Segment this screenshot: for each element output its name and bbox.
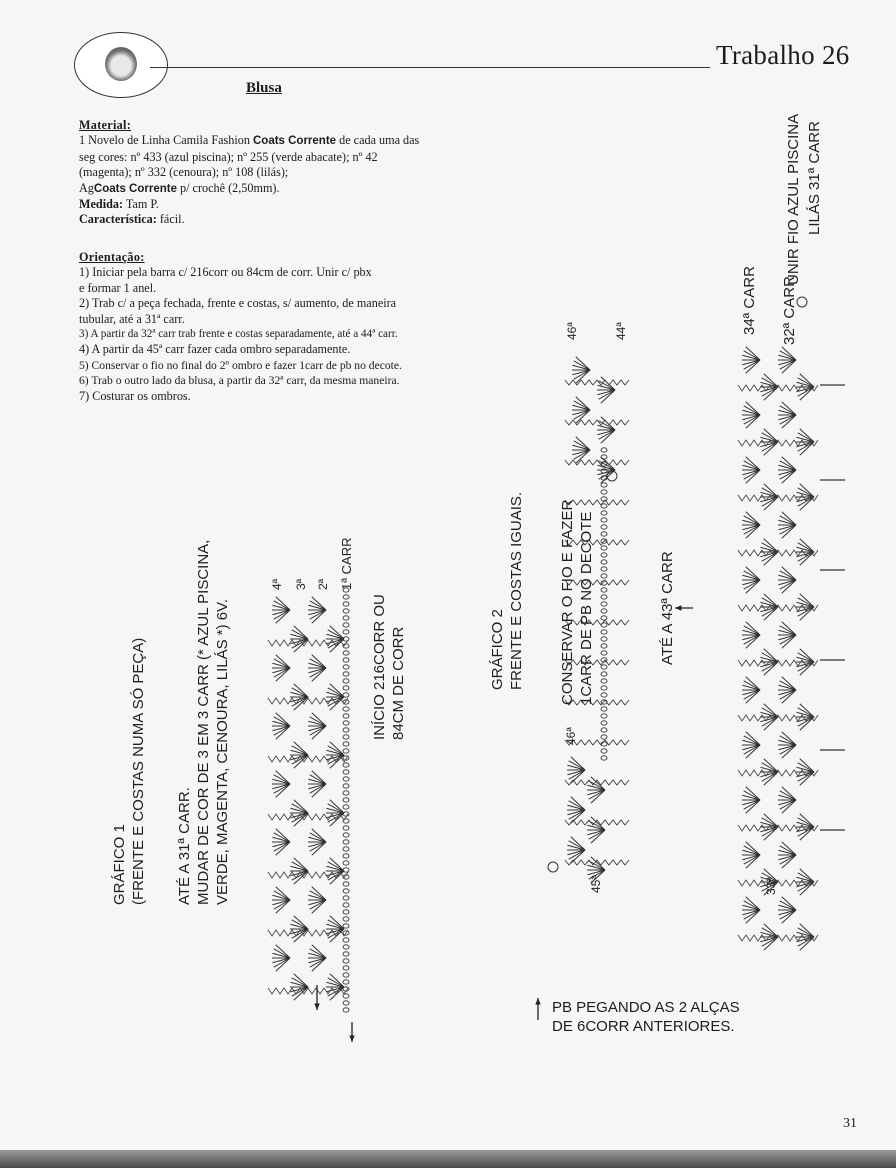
chain-stitch: [601, 490, 607, 494]
chain-stitch: [601, 749, 607, 753]
lilas-note: LILÁS 31ª CARR: [806, 121, 823, 235]
row-label: 33ª: [764, 877, 778, 895]
chain-stitch: [601, 560, 607, 564]
chain-stitch: [343, 966, 349, 970]
chain-stitch: [601, 714, 607, 718]
chain-stitch: [343, 791, 349, 795]
chain-stitch: [601, 686, 607, 690]
pb-note: PB PEGANDO AS 2 ALÇAS DE 6CORR ANTERIORES.: [552, 999, 740, 1035]
chain-stitch: [601, 553, 607, 557]
grafico2-ate-43: ATÉ A 43ª CARR: [659, 551, 676, 665]
chain-stitch: [601, 602, 607, 606]
row-label: 4ª: [270, 578, 284, 590]
chain-stitch: [343, 959, 349, 963]
chain-stitch: [343, 602, 349, 606]
grafico1-title: GRÁFICO 1 (FRENTE E COSTAS NUMA SÓ PEÇA): [111, 637, 147, 905]
chain-loop: [565, 460, 629, 465]
chain-stitch: [343, 847, 349, 851]
grafico2-decote-note: CONSERVAR O FIO E FAZER 1CARR DE PB NO DECOTE: [559, 499, 595, 705]
chain-stitch: [601, 448, 607, 452]
step-line: 1) Iniciar pela barra c/ 216corr ou 84cm de corr. Unir c/ pbx: [79, 265, 372, 280]
chain-stitch: [343, 882, 349, 886]
chain-loop: [738, 440, 818, 446]
chain-stitch: [343, 910, 349, 914]
down-arrow-icon-head: [314, 1004, 319, 1010]
row-label: 46ª: [564, 727, 578, 745]
chain-stitch: [343, 798, 349, 802]
chain-stitch: [601, 483, 607, 487]
chain-loop: [738, 385, 818, 391]
row-label: 1ª CARR: [339, 537, 354, 590]
chain-stitch: [343, 707, 349, 711]
material-line: (magenta); nº 332 (cenoura); nº 108 (lilás);: [79, 165, 289, 180]
chain-stitch: [343, 616, 349, 620]
chain-stitch: [601, 651, 607, 655]
chain-stitch: [343, 749, 349, 753]
chain-stitch: [343, 777, 349, 781]
chain-stitch: [343, 763, 349, 767]
page-number: 31: [843, 1116, 857, 1131]
material-line: seg cores: nº 433 (azul piscina); nº 255 (verde abacate); nº 42: [79, 149, 378, 164]
page-title: Trabalho 26: [716, 40, 850, 70]
chain-stitch: [601, 721, 607, 725]
chain-loop: [738, 715, 818, 721]
step-line: e formar 1 anel.: [79, 280, 157, 295]
down-arrow-icon-head: [349, 1036, 354, 1042]
start-marker-icon: [548, 862, 558, 872]
step-line: 5) Conservar o fio no final do 2º ombro e fazer 1carr de pb no decote.: [79, 358, 402, 372]
chain-stitch: [601, 532, 607, 536]
row-label: 45ª: [589, 875, 603, 893]
material-line: 1 Novelo de Linha Camila Fashion Coats Corrente de cada uma das: [79, 133, 420, 148]
chain-stitch: [601, 644, 607, 648]
chain-stitch: [601, 637, 607, 641]
chain-stitch: [343, 945, 349, 949]
chain-loop: [565, 380, 629, 385]
step-line: tubular, até a 31ª carr.: [79, 311, 185, 326]
caracteristica-line: Característica: fácil.: [79, 212, 185, 227]
chain-stitch: [343, 623, 349, 627]
chain-stitch: [343, 938, 349, 942]
chain-stitch: [343, 735, 349, 739]
row-label: 34ª CARR: [741, 266, 758, 335]
chain-stitch: [601, 616, 607, 620]
chain-stitch: [343, 917, 349, 921]
chain-stitch: [601, 518, 607, 522]
chain-stitch: [601, 735, 607, 739]
chain-loop: [738, 605, 818, 611]
chain-stitch: [343, 721, 349, 725]
chain-loop: [738, 550, 818, 556]
chain-stitch: [601, 588, 607, 592]
row-label: 2ª: [316, 578, 330, 590]
chain-stitch: [343, 742, 349, 746]
step-line: 6) Trab o outro lado da blusa, a partir da 32ª carr, da mesma maneira.: [79, 374, 400, 388]
chain-stitch: [343, 980, 349, 984]
chain-stitch: [343, 630, 349, 634]
chain-stitch: [343, 714, 349, 718]
grafico2-right-chart: [738, 297, 845, 950]
chain-stitch: [343, 770, 349, 774]
grafico2-title: GRÁFICO 2 FRENTE E COSTAS IGUAIS.: [489, 491, 525, 690]
chain-stitch: [343, 833, 349, 837]
grafico1-chart: [268, 588, 349, 1012]
chain-stitch: [601, 595, 607, 599]
chain-stitch: [343, 861, 349, 865]
chain-stitch: [601, 672, 607, 676]
chain-stitch: [601, 707, 607, 711]
step-line: 3) A partir da 32ª carr trab frente e costas separadamente, até a 44ª carr.: [79, 328, 398, 341]
material-line: AgCoats Corrente p/ crochê (2,50mm).: [79, 180, 280, 195]
chain-stitch: [343, 679, 349, 683]
grafico1-color-note: ATÉ A 31ª CARR. MUDAR DE COR DE 3 EM 3 CARR (* AZUL PISCINA, VERDE, MAGENTA, CENOURA, LILÁS *) 6V.: [176, 539, 231, 905]
chain-stitch: [601, 693, 607, 697]
chain-stitch: [601, 728, 607, 732]
chain-stitch: [601, 546, 607, 550]
chain-stitch: [343, 651, 349, 655]
chain-stitch: [601, 567, 607, 571]
chain-stitch: [343, 826, 349, 830]
chain-stitch: [601, 574, 607, 578]
grafico1-start-note: INÍCIO 216CORR OU 84CM DE CORR: [371, 594, 407, 740]
chain-stitch: [601, 511, 607, 515]
chain-stitch: [343, 924, 349, 928]
chain-stitch: [343, 973, 349, 977]
chain-stitch: [343, 840, 349, 844]
chain-stitch: [343, 1001, 349, 1005]
step-line: 2) Trab c/ a peça fechada, frente e costas, s/ aumento, de maneira: [79, 296, 397, 311]
chain-stitch: [343, 686, 349, 690]
chain-stitch: [601, 630, 607, 634]
chain-loop: [738, 935, 818, 941]
unir-note: UNIR FIO AZUL PISCINA: [785, 113, 802, 285]
chain-loop: [565, 420, 629, 425]
step-line: 7) Costurar os ombros.: [79, 388, 191, 403]
chain-stitch: [601, 756, 607, 760]
chain-stitch: [601, 665, 607, 669]
row-label: 44ª: [614, 322, 628, 340]
chain-stitch: [343, 952, 349, 956]
chain-loop: [738, 495, 818, 501]
chain-stitch: [343, 658, 349, 662]
chain-loop: [738, 770, 818, 776]
material-heading: Material:: [79, 118, 132, 132]
chain-stitch: [601, 525, 607, 529]
chain-stitch: [343, 609, 349, 613]
orientacao-heading: Orientação:: [79, 250, 145, 264]
chain-stitch: [343, 595, 349, 599]
chain-stitch: [343, 665, 349, 669]
chain-stitch: [601, 455, 607, 459]
chain-stitch: [343, 1008, 349, 1012]
chain-stitch: [343, 784, 349, 788]
chain-stitch: [343, 854, 349, 858]
chain-stitch: [343, 672, 349, 676]
chain-loop: [738, 660, 818, 666]
chain-stitch: [601, 609, 607, 613]
chain-stitch: [343, 889, 349, 893]
chain-stitch: [343, 728, 349, 732]
row-label: 32ª CARR: [781, 276, 798, 345]
chain-stitch: [343, 896, 349, 900]
chain-loop: [738, 825, 818, 831]
row-label: 3ª: [294, 578, 308, 590]
chain-stitch: [343, 903, 349, 907]
section-title: Blusa: [246, 80, 282, 96]
chain-stitch: [343, 805, 349, 809]
row-label: 46ª: [565, 322, 579, 340]
chain-stitch: [601, 679, 607, 683]
medida-line: Medida: Tam P.: [79, 197, 159, 212]
up-arrow-icon-head: [535, 998, 540, 1004]
step-line: 4) A partir da 45ª carr fazer cada ombro separadamente.: [79, 342, 351, 357]
